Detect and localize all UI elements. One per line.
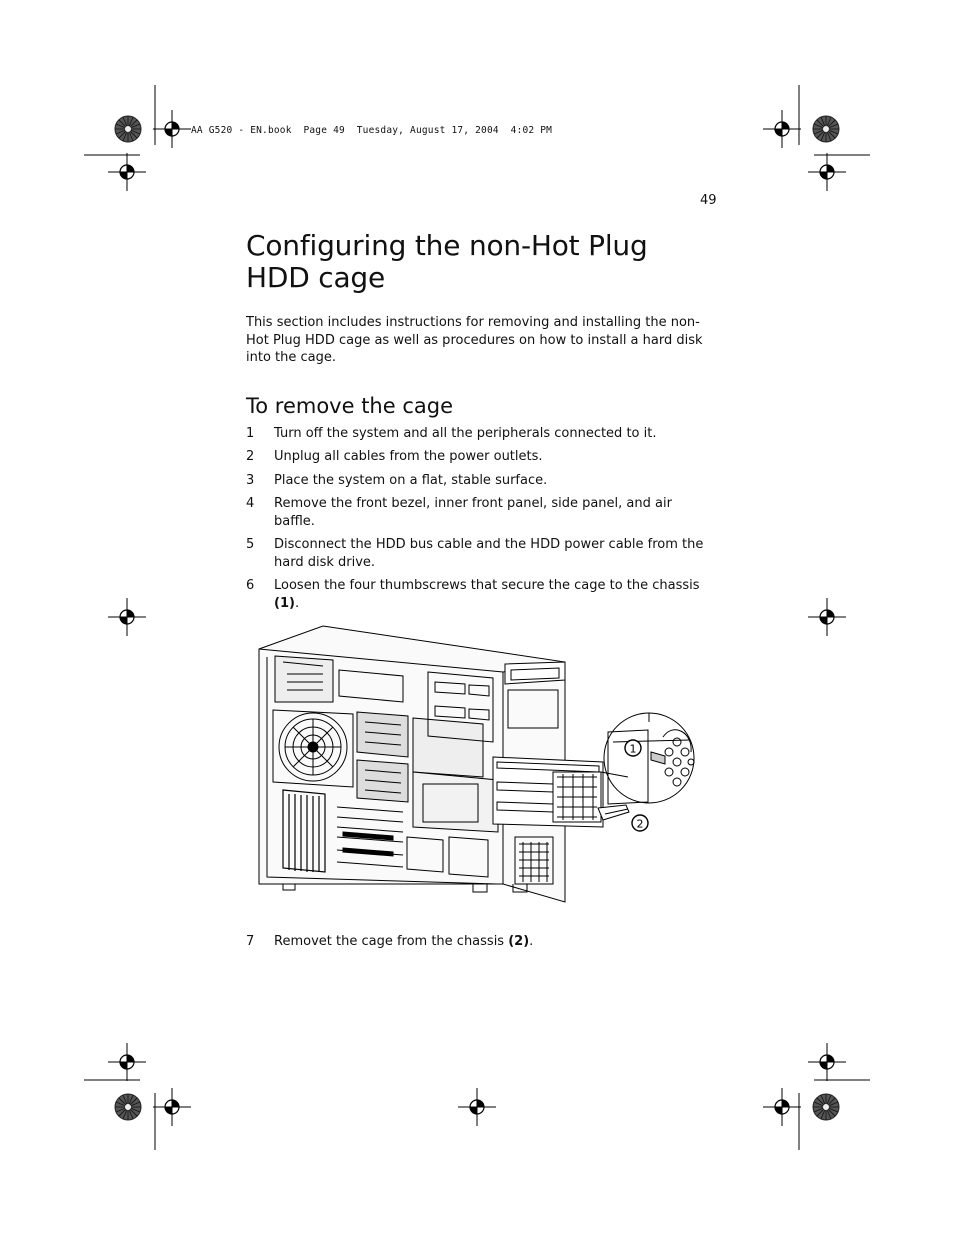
step-text [274,577,716,612]
callout-1 [625,740,641,756]
chassis-illustration [253,622,708,912]
step-text: Turn off the system and all the peripherals connected to it. [274,425,657,441]
step-text-main: Removet the cage from the chassis [274,934,509,949]
step-item [246,448,716,466]
callout-2 [632,815,648,831]
callout-2-label: 2 [636,817,644,831]
step-item [246,495,716,530]
step-text-end: . [294,595,300,611]
step-number: 6 [246,578,255,593]
callout-ref-2: (2) [508,934,530,949]
step-item [246,577,716,612]
step-number: 7 [246,934,255,949]
page-content [246,230,716,618]
step-text: Disconnect the HDD bus cable and the HDD power cable from the hard disk drive. [274,537,704,570]
callout-ref-1: (1) [274,595,295,611]
step-number: 3 [246,472,255,488]
step-text-end: . [529,934,534,949]
step-number: 2 [246,449,255,464]
step-item [246,425,716,443]
section-title: To remove the cage [246,393,454,418]
step-number: 5 [246,537,255,552]
step-number: 1 [246,425,255,441]
page-number: 49 [700,193,717,208]
step-number: 4 [246,496,255,511]
step-text [274,933,533,951]
step-text: Unplug all cables from the power outlets. [274,449,543,464]
print-header: AA G520 - EN.book Page 49 Tuesday, August 17, 2004 4:02 PM [191,125,553,136]
step-text: Remove the front bezel, inner front panel, side panel, and air baffle. [274,496,672,529]
steps-list [246,425,716,613]
step-item [246,536,716,571]
intro-paragraph: This section includes instructions for removing and installing the non-Hot Plug HDD cage as well as procedures on how to install a hard disk into the cage. [246,315,703,365]
step-text-main: Loosen the four thumbscrews that secure the cage to the chassis [274,578,700,593]
step-item [246,472,716,490]
page-title: Configuring the non-Hot Plug HDD cage [246,229,648,294]
step-text: Place the system on a flat, stable surface. [274,472,548,488]
step-item-7 [246,933,533,951]
callout-1-label: 1 [629,742,637,756]
